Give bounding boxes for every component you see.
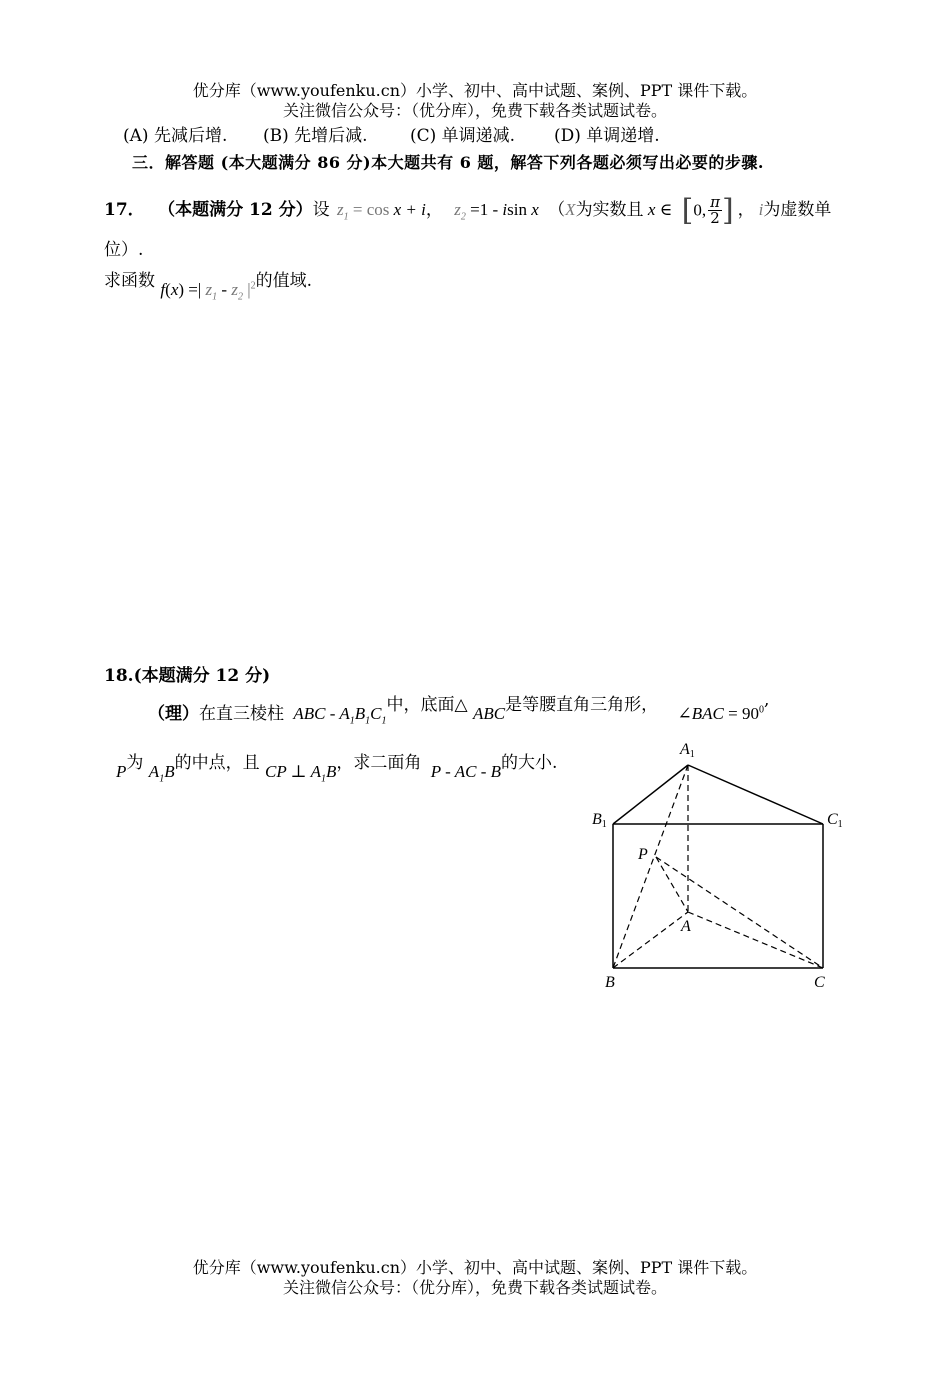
q18-score: (本题满分 12 分) bbox=[133, 666, 271, 686]
q18-p-var: P bbox=[116, 762, 127, 781]
label-a1: A1 bbox=[680, 741, 695, 760]
q17-z1-expr: $z_1 = \cos x + i$ bbox=[336, 200, 426, 223]
q17-function-expr: f(x) =| $z_1 - z_2$ $|^2$ bbox=[160, 280, 256, 303]
prism-figure bbox=[580, 735, 860, 995]
option-b: (B) 先增后减. bbox=[263, 126, 368, 146]
q18-tag: （理） bbox=[148, 704, 199, 724]
q17-text-imag: 为虚数单 bbox=[763, 200, 832, 220]
q18-heading bbox=[104, 661, 270, 686]
q18-text-3: 是等腰直角三角形， bbox=[505, 695, 659, 715]
q17-range-text: 的值域. bbox=[255, 271, 312, 291]
q18-prism-expr: ABC - $A_1B_1C_1$ bbox=[293, 704, 387, 727]
q17-line-1 bbox=[104, 193, 831, 228]
edge-a-c bbox=[688, 912, 823, 968]
q17-x-in: x ∈ bbox=[643, 200, 673, 219]
q18-a1b-expr: $A_1B$ bbox=[148, 762, 175, 785]
q17-paren-open: （ bbox=[548, 200, 566, 220]
q18-perp-expr: CP ⊥ $A_1B$ bbox=[264, 762, 337, 785]
option-c: (C) 单调递减. bbox=[410, 126, 516, 146]
edge-a1-c1 bbox=[688, 765, 823, 824]
label-a: A bbox=[681, 918, 691, 935]
q17-score: （本题满分 12 分） bbox=[158, 200, 313, 220]
edge-p-a bbox=[656, 857, 688, 912]
q17-line-3 bbox=[104, 266, 312, 302]
q18-text-2: 中，底面△ bbox=[386, 695, 468, 715]
label-b: B bbox=[605, 974, 615, 991]
footer-line-1: 优分库（www.youfenku.cn）小学、初中、高中试题、案例、PPT 课件下载。 bbox=[192, 1258, 758, 1277]
q17-text-real: 为实数且 bbox=[575, 200, 644, 220]
q18-text-5: 的中点，且 bbox=[174, 753, 260, 773]
label-c1: C1 bbox=[827, 811, 843, 830]
option-d: (D) 单调递增. bbox=[554, 126, 660, 146]
q17-i-var: i bbox=[758, 200, 764, 219]
q17-text-1: 设 bbox=[312, 200, 330, 220]
edge-b-a bbox=[613, 912, 688, 968]
option-a: (A) 先减后增. bbox=[123, 126, 228, 146]
q17-ask: 求函数 bbox=[104, 271, 155, 291]
q18-number: 18. bbox=[104, 666, 134, 686]
q18-line-2 bbox=[116, 748, 557, 784]
q18-text-1: 在直三棱柱 bbox=[199, 704, 284, 724]
footer-line-2: 关注微信公众号：（优分库），免费下载各类试题试卷。 bbox=[282, 1278, 667, 1297]
header-line-2: 关注微信公众号：（优分库），免费下载各类试题试卷。 bbox=[282, 101, 667, 120]
q18-line-1: （理）在直三棱柱 ABC - $A_1B_1C_1$中，底面△ ABC是等腰直角三角形， ∠BAC = $90^0$, bbox=[148, 690, 770, 727]
q18-dihedral-expr: P - AC - B bbox=[430, 762, 502, 781]
q18-angle-expr: ∠BAC = $90^0$ bbox=[677, 704, 764, 723]
edge-p-c bbox=[656, 857, 823, 968]
q17-interval: [0, $\frac{\pi}{2}$ ] bbox=[681, 193, 734, 228]
q17-comma-2: ， bbox=[737, 200, 755, 220]
label-p: P bbox=[638, 846, 648, 863]
section-title: 三．解答题 (本大题满分 86 分)本大题共有 6 题，解答下列各题必须写出必要的步骤. bbox=[132, 153, 764, 172]
label-b1: B1 bbox=[592, 811, 607, 830]
q17-comma-1: ， bbox=[425, 200, 443, 220]
q18-text-7: 的大小. bbox=[501, 753, 558, 773]
header-line-1: 优分库（www.youfenku.cn）小学、初中、高中试题、案例、PPT 课件下载。 bbox=[192, 81, 758, 100]
q17-z2-expr: $z_2 =1 - isin$ x bbox=[454, 200, 539, 223]
q18-text-4: 为 bbox=[126, 753, 144, 773]
q17-line-2: 位）. bbox=[104, 240, 144, 260]
q17-number: 17． bbox=[104, 200, 145, 220]
q18-base-triangle: ABC bbox=[472, 704, 506, 723]
q18-text-6: ，求二面角 bbox=[336, 753, 422, 773]
q17-x-var: X bbox=[565, 200, 576, 219]
label-c: C bbox=[814, 974, 825, 991]
